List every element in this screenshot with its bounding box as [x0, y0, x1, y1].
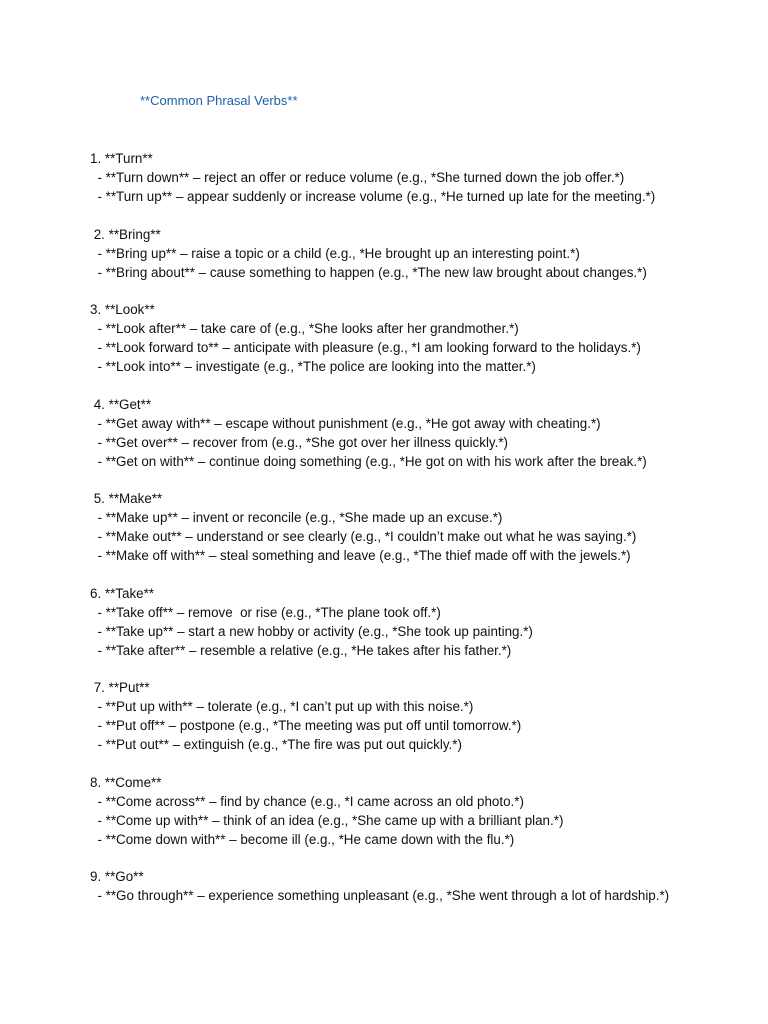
list-item: - **Look after** – take care of (e.g., *She looks after her grandmother.*) [90, 321, 519, 336]
section-heading: 4. **Get** [90, 396, 152, 412]
list-item: - **Put out** – extinguish (e.g., *The fire was put out quickly.*) [90, 737, 462, 752]
section-take [90, 584, 730, 660]
list-item: - **Look forward to** – anticipate with pleasure (e.g., *I am looking forward to the holidays.*) [90, 340, 641, 355]
list-item: - **Turn down** – reject an offer or reduce volume (e.g., *She turned down the job offer.*) [90, 170, 625, 185]
list-item: - **Make up** – invent or reconcile (e.g., *She made up an excuse.*) [90, 510, 503, 525]
section-get [90, 395, 730, 471]
section-heading: 6. **Take** [90, 585, 155, 601]
list-item: - **Look into** – investigate (e.g., *The police are looking into the matter.*) [90, 359, 536, 374]
list-item: - **Make out** – understand or see clearly (e.g., *I couldn’t make out what he was saying.*) [90, 529, 637, 544]
list-item: - **Get over** – recover from (e.g., *She got over her illness quickly.*) [90, 434, 509, 450]
section-heading: 7. **Put** [90, 680, 150, 695]
section-heading: 1. **Turn** [90, 151, 153, 166]
list-item: - **Get away with** – escape without punishment (e.g., *He got away with cheating.*) [90, 415, 601, 431]
section-heading: 8. **Come** [90, 774, 162, 790]
section-turn [90, 149, 730, 206]
list-item: - **Put up with** – tolerate (e.g., *I can’t put up with this noise.*) [90, 699, 474, 714]
list-item: - **Take off** – remove or rise (e.g., *The plane took off.*) [90, 604, 441, 620]
list-item: - **Take after** – resemble a relative (e.g., *He takes after his father.*) [90, 642, 512, 658]
list-item: - **Bring up** – raise a topic or a child (e.g., *He brought up an interesting point.*) [90, 245, 580, 261]
list-item: - **Get on with** – continue doing something (e.g., *He got on with his work after the break.*) [90, 453, 647, 469]
section-put [90, 678, 730, 754]
list-item: - **Come across** – find by chance (e.g., *I came across an old photo.*) [90, 793, 524, 809]
list-item: - **Make off with** – steal something and leave (e.g., *The thief made off with the jewels.*) [90, 548, 631, 563]
section-heading: 2. **Bring** [90, 226, 161, 242]
section-make [90, 489, 730, 565]
section-come [90, 773, 730, 849]
section-heading: 9. **Go** [90, 869, 144, 884]
section-go [90, 867, 730, 905]
list-item: - **Come down with** – become ill (e.g., *He came down with the flu.*) [90, 831, 515, 847]
list-item: - **Bring about** – cause something to happen (e.g., *The new law brought about changes.*) [90, 264, 647, 280]
section-heading: 5. **Make** [90, 491, 163, 506]
list-item: - **Turn up** – appear suddenly or increase volume (e.g., *He turned up late for the meeting.*) [90, 189, 656, 204]
list-item: - **Put off** – postpone (e.g., *The meeting was put off until tomorrow.*) [90, 718, 522, 733]
list-item: - **Take up** – start a new hobby or activity (e.g., *She took up painting.*) [90, 623, 533, 639]
document-title: **Common Phrasal Verbs** [140, 93, 298, 108]
section-look [90, 300, 730, 376]
section-heading: 3. **Look** [90, 302, 155, 317]
list-item: - **Come up with** – think of an idea (e.g., *She came up with a brilliant plan.*) [90, 812, 564, 828]
section-bring [90, 225, 730, 282]
list-item: - **Go through** – experience something unpleasant (e.g., *She went through a lot of hardship.*) [90, 888, 670, 903]
phrasal-verb-list [90, 149, 730, 924]
